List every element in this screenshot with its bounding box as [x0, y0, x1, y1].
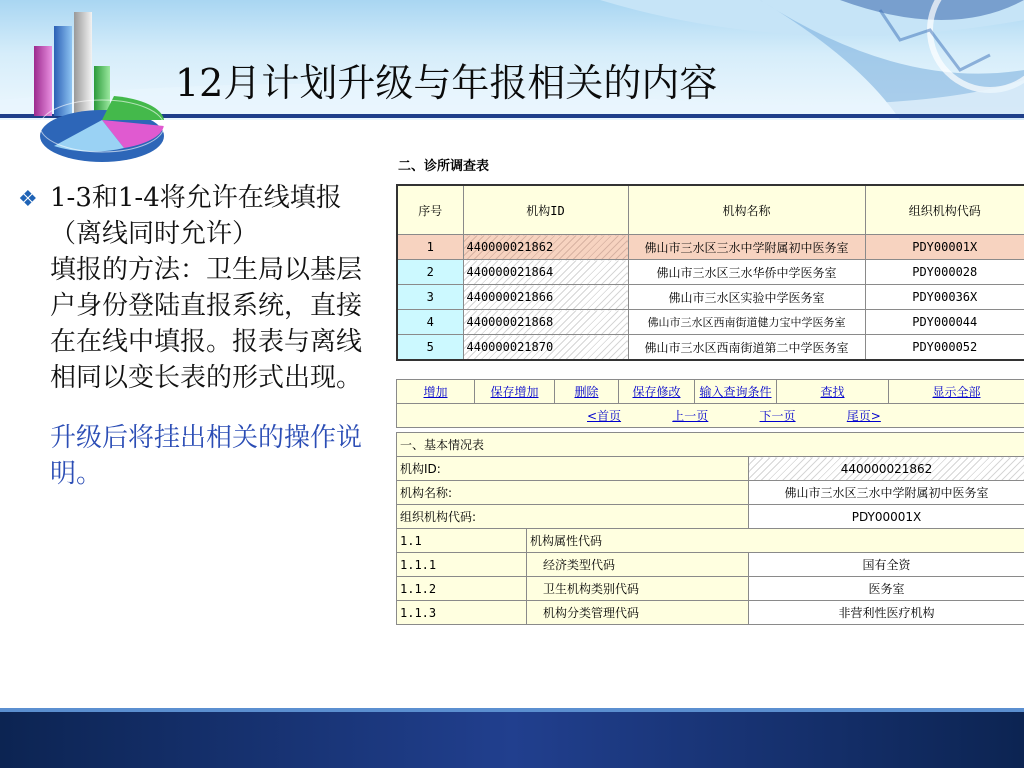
org-id-cell: 440000021870 [463, 335, 628, 361]
row-index: 5 [397, 335, 463, 361]
org-id-label: 机构ID: [397, 457, 749, 481]
org-name-field[interactable]: 佛山市三水区三水中学附属初中医务室 [749, 481, 1024, 505]
org-name-label: 机构名称: [397, 481, 749, 505]
panel-heading: 二、诊所调查表 [398, 159, 490, 174]
org-name-cell: 佛山市三水区三水华侨中学医务室 [628, 260, 865, 285]
action-bar [396, 379, 1024, 428]
query-condition-link[interactable]: 输入查询条件 [699, 385, 772, 399]
item-number: 1.1.1 [397, 553, 527, 577]
diamond-bullet-icon: ❖ [18, 187, 38, 212]
bullet-text: 1-3和1-4将允许在线填报（离线同时允许） [50, 183, 342, 249]
delete-link[interactable]: 删除 [574, 385, 599, 399]
show-all-link[interactable]: 显示全部 [932, 385, 981, 399]
org-id-cell: 440000021864 [463, 260, 628, 285]
org-code-cell: PDY00036X [865, 285, 1024, 310]
table-row[interactable] [397, 310, 1024, 335]
org-id-cell: 440000021866 [463, 285, 628, 310]
management-class-field[interactable]: 非营利性医疗机构 [749, 601, 1024, 625]
table-header-row [397, 185, 1024, 235]
add-link[interactable]: 增加 [423, 385, 448, 399]
last-page-link[interactable]: 尾页> [846, 409, 881, 423]
item-label: 机构分类管理代码 [527, 601, 749, 625]
find-link[interactable]: 查找 [820, 385, 845, 399]
prev-page-link[interactable]: 上一页 [672, 409, 709, 423]
form-row [397, 481, 1024, 505]
row-index: 1 [397, 235, 463, 260]
column-header: 机构ID [463, 185, 628, 235]
form-row [397, 529, 1024, 553]
column-header: 组织机构代码 [865, 185, 1024, 235]
org-name-cell: 佛山市三水区三水中学附属初中医务室 [628, 235, 865, 260]
org-code-label: 组织机构代码: [397, 505, 749, 529]
form-section-row [397, 433, 1024, 457]
org-code-cell: PDY000028 [865, 260, 1024, 285]
form-section-title: 一、基本情况表 [397, 433, 1024, 457]
org-code-cell: PDY000052 [865, 335, 1024, 361]
bullet-item [14, 180, 386, 252]
method-text: 填报的方法：卫生局以基层户身份登陆直报系统，直接在在线中填报。报表与离线相同以变长表的形式出现。 [50, 255, 363, 393]
org-code-field[interactable]: PDY00001X [749, 505, 1024, 529]
bar-pie-chart-logo-icon [14, 8, 164, 168]
form-row [397, 601, 1024, 625]
org-id-field[interactable]: 440000021862 [749, 457, 1024, 481]
save-add-link[interactable]: 保存增加 [490, 385, 539, 399]
row-index: 4 [397, 310, 463, 335]
org-category-field[interactable]: 医务室 [749, 577, 1024, 601]
pager [397, 404, 1024, 428]
column-header: 机构名称 [628, 185, 865, 235]
clinic-list-table [396, 184, 1024, 361]
method-paragraph [14, 252, 386, 396]
table-row[interactable] [397, 235, 1024, 260]
item-label: 卫生机构类别代码 [527, 577, 749, 601]
form-row [397, 577, 1024, 601]
item-label: 机构属性代码 [527, 529, 1024, 553]
footer-band [0, 712, 1024, 768]
economic-type-field[interactable]: 国有全资 [749, 553, 1024, 577]
item-label: 经济类型代码 [527, 553, 749, 577]
form-row [397, 457, 1024, 481]
survey-screenshot [396, 150, 1024, 642]
table-row[interactable] [397, 335, 1024, 361]
org-code-cell: PDY000044 [865, 310, 1024, 335]
pager-row [397, 404, 1024, 428]
save-edit-link[interactable]: 保存修改 [632, 385, 681, 399]
column-header: 序号 [397, 185, 463, 235]
row-index: 2 [397, 260, 463, 285]
first-page-link[interactable]: <首页 [587, 409, 622, 423]
item-number: 1.1.3 [397, 601, 527, 625]
org-name-cell: 佛山市三水区西南街道健力宝中学医务室 [628, 310, 865, 335]
org-id-cell: 440000021868 [463, 310, 628, 335]
row-index: 3 [397, 285, 463, 310]
upgrade-note-text: 升级后将挂出相关的操作说明。 [50, 423, 363, 489]
action-row [397, 380, 1024, 404]
slide-body [14, 180, 386, 492]
form-row [397, 553, 1024, 577]
basic-info-form [396, 432, 1024, 625]
form-row [397, 505, 1024, 529]
item-number: 1.1.2 [397, 577, 527, 601]
slide-title: 12月计划升级与年报相关的内容 [175, 61, 718, 105]
org-code-cell: PDY00001X [865, 235, 1024, 260]
org-id-cell: 440000021862 [463, 235, 628, 260]
item-number: 1.1 [397, 529, 527, 553]
table-row[interactable] [397, 260, 1024, 285]
next-page-link[interactable]: 下一页 [759, 409, 796, 423]
org-name-cell: 佛山市三水区实验中学医务室 [628, 285, 865, 310]
upgrade-note [14, 420, 386, 492]
table-row[interactable] [397, 285, 1024, 310]
org-name-cell: 佛山市三水区西南街道第二中学医务室 [628, 335, 865, 361]
